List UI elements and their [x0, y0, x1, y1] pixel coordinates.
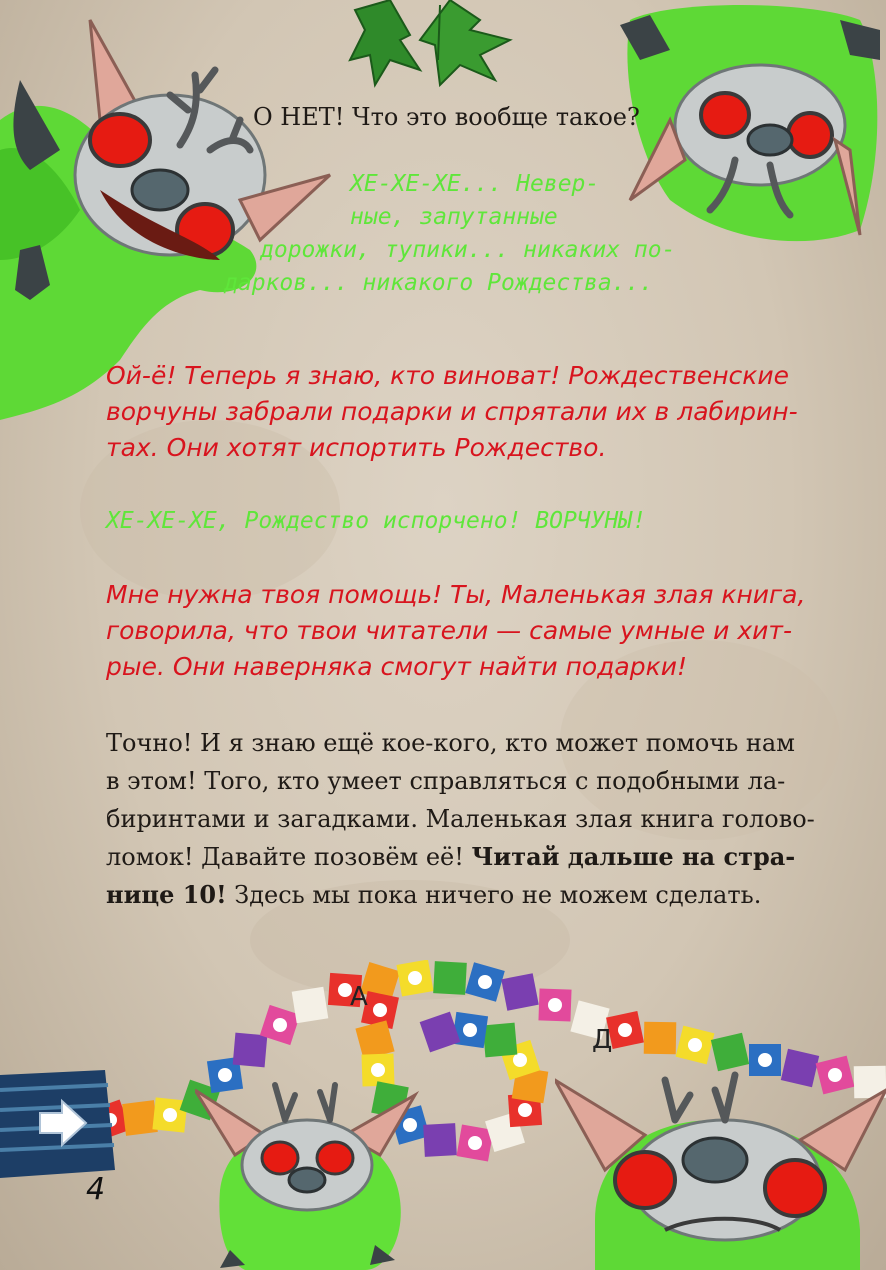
star-icon	[371, 1063, 385, 1077]
star-icon	[618, 1023, 632, 1037]
grumbler-quote-2: ХЕ-ХЕ-ХЕ, Рождество испорчено! ВОРЧУНЫ!	[106, 508, 647, 534]
red-paragraph-2	[106, 577, 806, 685]
page-reference: нице 10!	[106, 880, 227, 909]
arrow-right-icon	[38, 1098, 88, 1148]
star-icon	[408, 971, 422, 985]
paragraph-line: ворчуны забрали подарки и спрятали их в лабирин-	[106, 397, 798, 426]
paragraph-line: говорила, что твои читатели — самые умные и хит-	[106, 616, 792, 645]
grumbler-creature-bottom-right	[555, 1060, 886, 1270]
paragraph-text: Здесь мы пока ничего не можем сделать.	[226, 881, 762, 909]
star-icon	[688, 1038, 702, 1052]
red-paragraph-1	[106, 358, 798, 466]
path-tile	[292, 987, 329, 1024]
page-number: 4	[86, 1172, 106, 1207]
path-tile	[233, 1033, 268, 1068]
star-icon	[548, 998, 562, 1012]
paragraph-line: Мне нужна твоя помощь! Ты, Маленькая злая книга,	[106, 580, 806, 609]
paragraph-line: рые. Они наверняка смогут найти подарки!	[106, 652, 687, 681]
holly-leaf-icon	[320, 0, 560, 95]
paragraph-line: биринтами и загадками. Маленькая злая книга голово-	[106, 805, 815, 833]
black-paragraph	[106, 724, 815, 914]
path-letter: А	[350, 982, 368, 1012]
paragraph-line	[106, 876, 796, 914]
star-icon	[463, 1023, 477, 1037]
quote-line: дарков... никакого Рождества...	[224, 270, 654, 296]
paragraph-line: Точно! И я знаю ещё кое-кого, кто может помочь нам	[106, 729, 795, 757]
path-letter: Д	[592, 1025, 613, 1055]
page-reference: Читай дальше на стра-	[471, 842, 796, 871]
star-icon	[273, 1018, 287, 1032]
quote-line: ХЕ-ХЕ-ХЕ... Невер-	[350, 171, 600, 197]
path-tile	[420, 1012, 461, 1053]
paragraph-text: ломок! Давайте позовём её!	[106, 843, 472, 871]
path-tile	[483, 1023, 518, 1058]
intro-line: О НЕТ! Что это вообще такое?	[253, 103, 640, 131]
path-tile	[501, 973, 539, 1011]
paragraph-line: Ой-ё! Теперь я знаю, кто виноват! Рождественские	[106, 361, 790, 390]
star-icon	[478, 975, 492, 989]
quote-line: дорожки, тупики... никаких по-	[260, 237, 676, 263]
star-icon	[468, 1136, 482, 1150]
path-tile	[423, 1123, 457, 1157]
path-tile	[644, 1022, 677, 1055]
grumbler-quote-1	[220, 168, 760, 300]
paragraph-line: в этом! Того, кто умеет справляться с подобными ла-	[106, 767, 786, 795]
star-icon	[513, 1053, 527, 1067]
star-icon	[163, 1108, 177, 1122]
path-tile	[122, 1100, 158, 1136]
path-tile	[433, 961, 467, 995]
quote-line: ные, запутанные	[350, 204, 558, 230]
star-icon	[373, 1003, 387, 1017]
paragraph-line: тах. Они хотят испортить Рождество.	[106, 433, 607, 462]
paragraph-line	[106, 838, 796, 876]
star-icon	[518, 1103, 532, 1117]
grumbler-creature-bottom-left	[195, 1080, 425, 1270]
